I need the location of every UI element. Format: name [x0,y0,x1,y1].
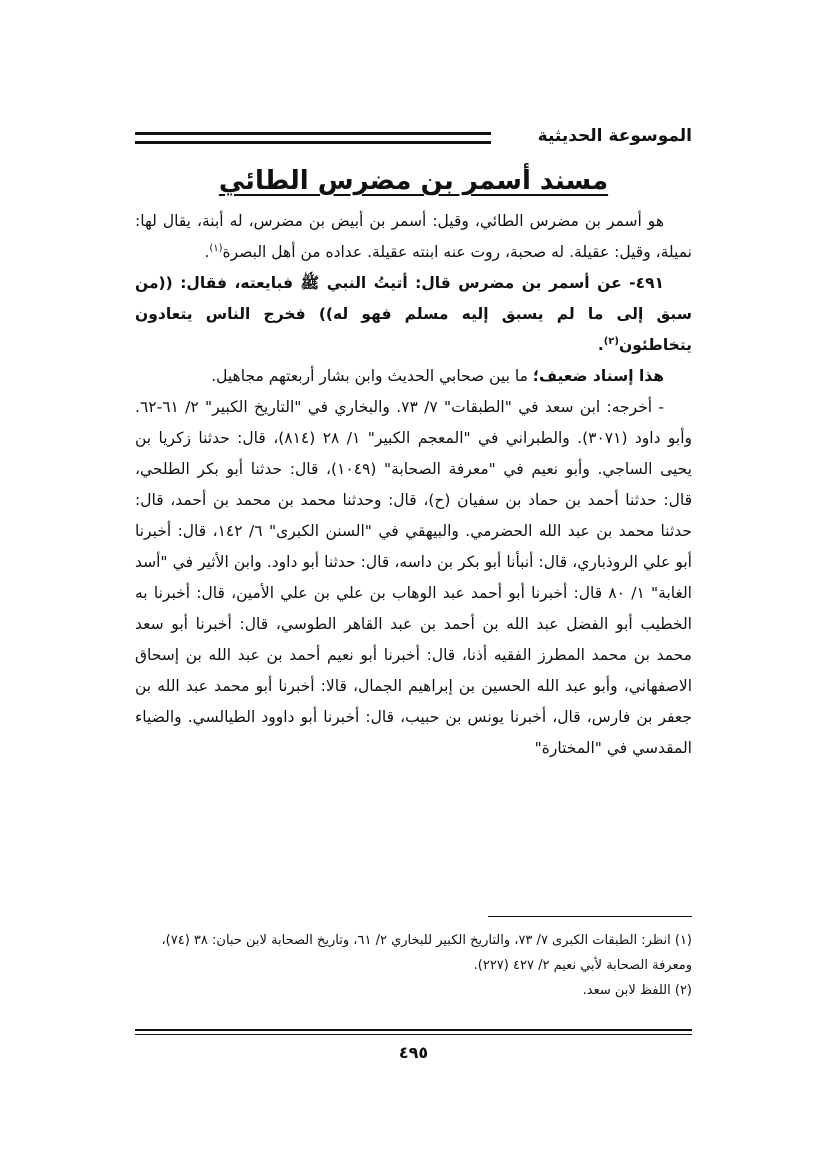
grading-text: ما بين صحابي الحديث وابن بشار أربعتهم مجاهيل. [211,367,533,385]
page-number: ٤٩٥ [398,1043,429,1062]
takhrij-paragraph [135,392,692,764]
hadith-text: ٤٩١- عن أسمر بن مضرس قال: أتيتُ النبي ﷺ فبايعته، فقال: ((من سبق إلى ما لم يسبق إليه مسلم فهو له)) فخرج الناس يتعادون يتخاطئون [135,274,692,354]
grading-paragraph [135,361,692,392]
footnote-ref-1: (١) [209,242,223,254]
footnotes [135,928,692,1003]
hadith-end: . [597,336,604,354]
footnote-separator [488,916,692,917]
footnote-1: (١) انظر: الطبقات الكبرى ٧/ ٧٣، والتاريخ الكبير للبخاري ٢/ ٦١، وتاريخ الصحابة لابن حبان: ٣٨ (٧٤)، ومعرفة الصحابة لأبي نعيم ٢/ ٤٢٧ (٢٢٧). [161,933,692,973]
intro-end: . [204,243,210,261]
main-text [135,206,692,764]
takhrij-text: - أخرجه: ابن سعد في "الطبقات" ٧/ ٧٣. والبخاري في "التاريخ الكبير" ٢/ ٦١-٦٢. وأبو داود (٣٠٧١). والطبراني في "المعجم الكبير" ١/ ٢٨ (٨١٤)، قال: حدثنا زكريا بن يحيى الساجي. وأبو نعيم في "معرفة الصحابة" (١٠٤٩)، قال: حدثنا أبو بكر الطلحي، قال: حدثنا أحمد بن حماد بن سفيان (ح)، قال: وحدثنا محمد بن محمد بن أحمد، قال: حدثنا محمد بن عبد الله الحضرمي. والبيهقي في "السنن الكبرى" ٦/ ١٤٢، قال: أخبرنا أبو علي الروذباري، قال: أنبأنا أبو بكر بن داسه، قال: حدثنا أبو داود. وابن الأثير في "أسد الغابة" ١/ ٨٠ قال: أخبرنا أبو أحمد عبد الوهاب بن علي بن علي الأمين، قال: أخبرنا به الخطيب أبو الفضل عبد الله بن أحمد بن عبد القاهر الطوسي، قال: أخبرنا أبو سعد محمد بن محمد المطرز الفقيه أذنا، قال: أخبرنا أبو نعيم أحمد بن عبد الله بن إسحاق الاصفهاني، وأبو عبد الله الحسين بن إبراهيم الجمال، قالا: أخبرنا أبو محمد عبد الله بن جعفر بن فارس، قال، أخبرنا يونس بن حبيب، قال: أخبرنا أبو داوود الطيالسي. والضياء المقدسي في "المختارة" [135,398,692,757]
intro-text: هو أسمر بن مضرس الطائي، وقيل: أسمر بن أبيض بن مضرس، له أبنة، يقال لها: نميلة، وقيل: عقيلة. له صحبة، روت عنه ابنته عقيلة. عداده من أهل البصرة [135,212,692,261]
intro-paragraph [135,206,692,268]
running-title: الموسوعة الحديثية [537,126,692,146]
footnote-2: (٢) اللفظ لابن سعد. [582,983,692,998]
header-double-rule [135,132,491,144]
footnote-ref-2: (٢) [603,335,619,347]
running-header [135,126,692,156]
hadith-paragraph [135,268,692,361]
bottom-rule [135,1029,692,1035]
chapter-title: مسند أسمر بن مضرس الطائي [218,166,609,196]
grading-label: هذا إسناد ضعيف؛ [532,367,664,385]
